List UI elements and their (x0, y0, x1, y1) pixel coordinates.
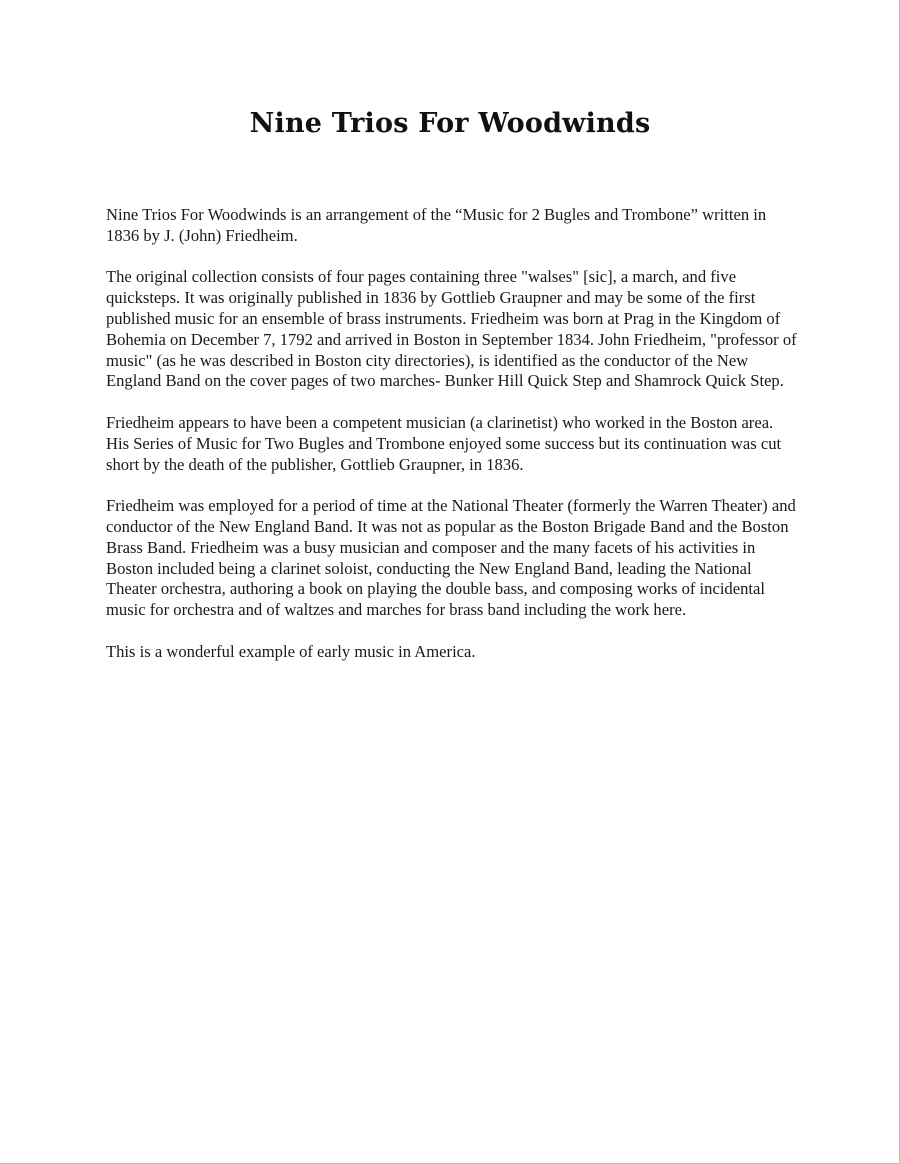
document-body (106, 205, 798, 683)
paragraph-intro: Nine Trios For Woodwinds is an arrangement of the “Music for 2 Bugles and Trombone” written in 1836 by J. (John) Friedheim. (106, 205, 767, 245)
paragraph-musician: Friedheim appears to have been a competent musician (a clarinetist) who worked in the Boston area. His Series of Music for Two Bugles and Trombone enjoyed some success but its continuation was cut short by the death of the publisher, Gottlieb Graupner, in 1836. (106, 412, 782, 474)
page-title: Nine Trios For Woodwinds (249, 108, 651, 139)
paragraph-original-collection: The original collection consists of four pages containing three "walses" [sic], a march, and five quicksteps. It was originally published in 1836 by Gottlieb Graupner and may be some of the first published music for an ensemble of brass instruments. Friedheim was born at Prag in the Kingdom of Bohemia on December 7, 1792 and arrived in Boston in September 1834. John Friedheim, "professor of music" (as he was described in Boston city directories), is identified as the conductor of the New England Band on the cover pages of two marches- Bunker Hill Quick Step and Shamrock Quick Step. (106, 267, 797, 391)
paragraph-employment: Friedheim was employed for a period of time at the National Theater (formerly the Warren Theater) and conductor of the New England Band. It was not as popular as the Boston Brigade Band and the Boston Brass Band. Friedheim was a busy musician and composer and the many facets of his activities in Boston included being a clarinet soloist, conducting the New England Band, leading the National Theater orchestra, authoring a book on playing the double bass, and composing works of incidental music for orchestra and of waltzes and marches for brass band including the work here. (106, 496, 796, 620)
paragraph-closing: This is a wonderful example of early music in America. (106, 641, 476, 661)
